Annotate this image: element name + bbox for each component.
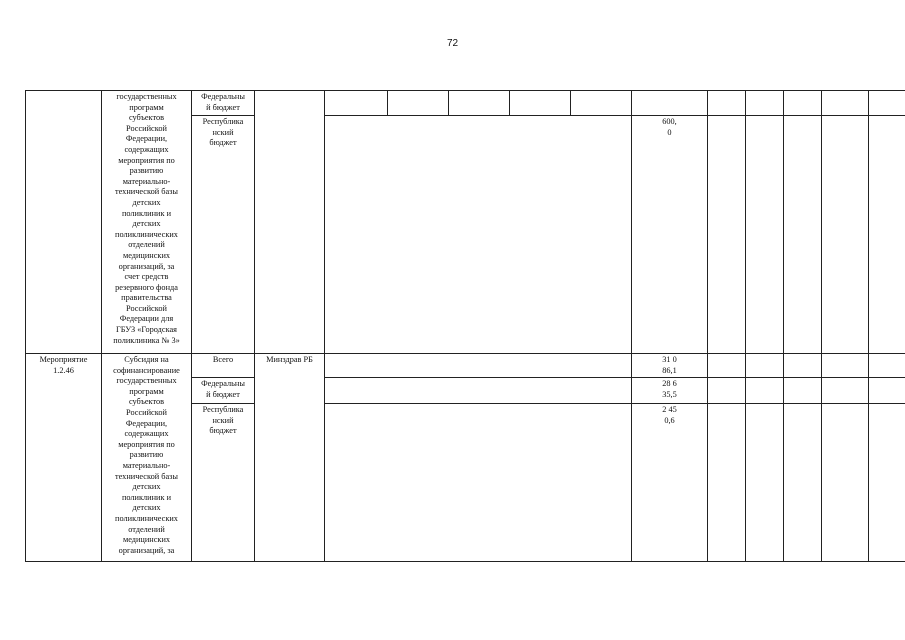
table-cell bbox=[325, 354, 632, 378]
funding-source-cell: Республика нский бюджет bbox=[192, 116, 255, 354]
table-cell bbox=[325, 116, 632, 354]
funding-source-cell: Всего bbox=[192, 354, 255, 378]
event-description-cell: Субсидия на софинансирование государственных программ субъектов Российской Федерации, содержащих мероприятия по развитию материально- технической базы детских поликлиник и детских поликлинических отделений медицинских организаций, за bbox=[102, 354, 192, 562]
table-cell bbox=[388, 91, 449, 116]
table-cell bbox=[510, 91, 571, 116]
table-cell bbox=[822, 116, 869, 354]
table-cell bbox=[708, 404, 746, 562]
executor-cell: Минздрав РБ bbox=[255, 354, 325, 562]
table-cell bbox=[746, 378, 784, 404]
table-cell bbox=[746, 91, 784, 116]
funding-source-cell: Республика нский бюджет bbox=[192, 404, 255, 562]
table-cell bbox=[708, 91, 746, 116]
table-cell bbox=[708, 378, 746, 404]
table-cell bbox=[822, 378, 869, 404]
table-cell bbox=[746, 354, 784, 378]
table-cell bbox=[746, 116, 784, 354]
table-cell bbox=[325, 404, 632, 562]
value-cell: 600, 0 bbox=[632, 116, 708, 354]
value-cell: 31 0 86,1 bbox=[632, 354, 708, 378]
table-cell bbox=[784, 116, 822, 354]
event-label-cell: Мероприятие 1.2.46 bbox=[26, 354, 102, 562]
table-cell bbox=[869, 354, 905, 378]
value-cell bbox=[632, 91, 708, 116]
table-cell bbox=[784, 404, 822, 562]
table-row bbox=[26, 354, 905, 378]
page-number: 72 bbox=[446, 38, 459, 49]
table-cell bbox=[869, 91, 905, 116]
table-cell bbox=[325, 91, 388, 116]
table-row bbox=[26, 91, 905, 116]
table-cell bbox=[822, 404, 869, 562]
table-cell bbox=[746, 404, 784, 562]
table-cell bbox=[708, 354, 746, 378]
table-cell bbox=[784, 91, 822, 116]
funding-source-cell: Федеральны й бюджет bbox=[192, 378, 255, 404]
budget-table bbox=[25, 90, 905, 562]
value-cell: 2 45 0,6 bbox=[632, 404, 708, 562]
executor-cell bbox=[255, 91, 325, 354]
table-cell bbox=[571, 91, 632, 116]
table-cell bbox=[869, 116, 905, 354]
table-cell bbox=[822, 91, 869, 116]
table-cell bbox=[708, 116, 746, 354]
table-cell bbox=[784, 354, 822, 378]
table-cell bbox=[325, 378, 632, 404]
table-cell bbox=[822, 354, 869, 378]
table-cell bbox=[869, 378, 905, 404]
event-description-cell: государственных программ субъектов Российской Федерации, содержащих мероприятия по развитию материально- технической базы детских поликлиник и детских поликлинических отделений медицинских организаций, за счет средств резервного фонда правительства Российской Федерации для ГБУЗ «Городская поликлиника № 3» bbox=[102, 91, 192, 354]
table-cell bbox=[784, 378, 822, 404]
table-cell bbox=[449, 91, 510, 116]
funding-source-cell: Федеральны й бюджет bbox=[192, 91, 255, 116]
table-cell bbox=[869, 404, 905, 562]
value-cell: 28 6 35,5 bbox=[632, 378, 708, 404]
event-label-cell bbox=[26, 91, 102, 354]
